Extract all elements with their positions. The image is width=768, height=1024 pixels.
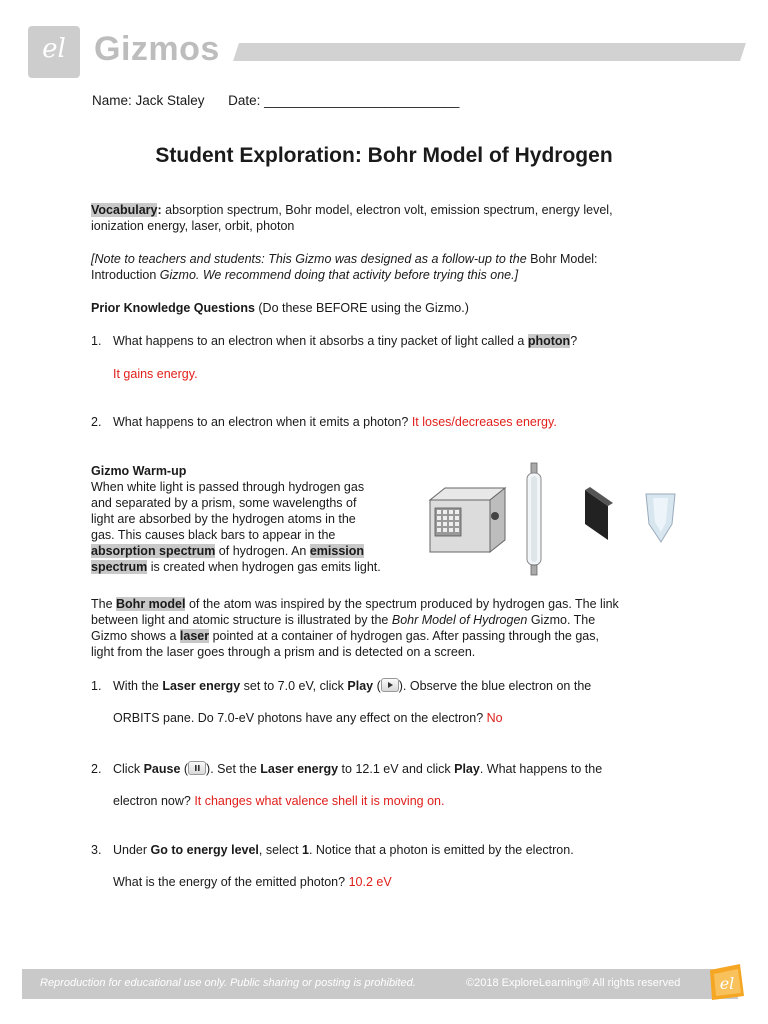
q1-answer: No <box>486 711 503 725</box>
explorelearning-logo <box>28 26 80 78</box>
warmup-line2: and separated by a prism, some wavelengths of <box>91 496 357 510</box>
apparatus-illustration <box>425 458 705 583</box>
gizmos-brand: Gizmos <box>94 30 220 68</box>
logo-glyph: el <box>42 34 66 64</box>
q2-num: 2. <box>91 762 102 776</box>
q2-laser-energy: Laser energy <box>260 762 339 776</box>
q2-c: ( <box>180 762 189 776</box>
vocab-line1: absorption spectrum, Bohr model, electron volt, emission spectrum, energy level, <box>161 203 613 217</box>
pq2-text: What happens to an electron when it emits a photon? <box>113 415 412 429</box>
name-date-line <box>92 93 459 108</box>
q1-f: ). Observe the blue electron on the <box>398 679 592 693</box>
date-blank: __________________________ <box>264 93 460 108</box>
term-absorption-spectrum: absorption spectrum <box>91 544 216 558</box>
warmup-line1: When white light is passed through hydrogen gas <box>91 480 365 494</box>
q3-level-1: 1 <box>301 843 309 857</box>
prism-image <box>585 487 613 540</box>
vocab-line2: ionization energy, laser, orbit, photon <box>91 219 295 233</box>
q3-answer: 10.2 eV <box>348 875 392 889</box>
pause-icon <box>188 761 206 775</box>
q1-laser-energy: Laser energy <box>162 679 241 693</box>
light-box-image <box>430 488 505 552</box>
prior-heading: Prior Knowledge Questions <box>91 301 255 315</box>
note-p1: [Note to teachers and students: This Gizmo was designed as a follow-up to the <box>91 252 531 266</box>
q3-e: . Notice that a photon is emitted by the electron. <box>308 843 574 857</box>
play-icon <box>381 678 399 692</box>
note-p4: Gizmo. We recommend doing that activity before trying this one.] <box>156 268 519 282</box>
bohr-c-italic: Bohr Model of Hydrogen <box>391 613 528 627</box>
q3-num: 3. <box>91 843 102 857</box>
q1-line2-text: ORBITS pane. Do 7.0-eV photons have any effect on the electron? <box>113 711 487 725</box>
q1-e: ( <box>373 679 381 693</box>
q2-play: Play <box>454 762 480 776</box>
bohr-d: Gizmo shows a <box>91 629 180 643</box>
bohr-e: light from the laser goes through a prism and is detected on a screen. <box>91 645 476 659</box>
bohr-c: between light and atomic structure is illustrated by the <box>91 613 392 627</box>
q1-c: set to 7.0 eV, click <box>240 679 348 693</box>
q1-num: 1. <box>91 679 102 693</box>
vocab-label: Vocabulary <box>91 203 158 217</box>
q1-a: With the <box>113 679 163 693</box>
footer-disclaimer: Reproduction for educational use only. Public sharing or posting is prohibited. <box>40 977 416 989</box>
q3-a: Under <box>113 843 151 857</box>
svg-text:el: el <box>719 974 735 993</box>
prior-knowledge-heading <box>91 300 671 316</box>
prior-question-2 <box>91 414 671 430</box>
name-label: Name: <box>92 93 132 108</box>
q3-line2 <box>113 874 693 890</box>
warmup-line3: light are absorbed by the hydrogen atoms in the <box>91 512 356 526</box>
q3-c: , select <box>258 843 302 857</box>
pq1-answer: It gains energy. <box>113 367 198 381</box>
warmup-line6b: is created when hydrogen gas emits light. <box>147 560 381 574</box>
q2-f: to 12.1 eV and click <box>338 762 455 776</box>
teacher-note <box>91 251 671 283</box>
bohr-paragraph <box>91 596 691 660</box>
warmup-paragraph <box>91 463 421 575</box>
question-3 <box>91 842 671 858</box>
prior-question-1 <box>91 333 671 349</box>
q3-line2-text: What is the energy of the emitted photon? <box>113 875 349 889</box>
term-bohr-model: Bohr model <box>116 597 186 611</box>
q3-go-to-energy-level: Go to energy level <box>150 843 259 857</box>
warmup-line5b: of hydrogen. An <box>215 544 310 558</box>
term-emission: emission <box>309 544 365 558</box>
prior-sub: (Do these BEFORE using the Gizmo.) <box>254 301 469 315</box>
gas-tube-image <box>527 463 541 575</box>
question-2 <box>91 761 671 777</box>
footer-copyright: ©2018 ExploreLearning® All rights reserved <box>466 977 681 989</box>
bohr-d2: pointed at a container of hydrogen gas. After passing through the gas, <box>209 629 599 643</box>
bohr-b: of the atom was inspired by the spectrum produced by hydrogen gas. The link <box>185 597 619 611</box>
detector-image <box>646 494 675 542</box>
pq1-num: 1. <box>91 334 102 348</box>
pq2-answer: It loses/decreases energy. <box>411 415 557 429</box>
q2-line2 <box>113 793 693 809</box>
warmup-line4: gas. This causes black bars to appear in the <box>91 528 336 542</box>
note-p2: Bohr Model: <box>530 252 598 266</box>
vocabulary-paragraph <box>91 202 671 234</box>
bohr-a: The <box>91 597 117 611</box>
q1-play: Play <box>347 679 374 693</box>
q2-pause: Pause <box>143 762 181 776</box>
q1-line2 <box>113 710 693 726</box>
q2-d: ). Set the <box>206 762 261 776</box>
term-laser: laser <box>179 629 210 643</box>
q2-line2-text: electron now? <box>113 794 195 808</box>
name-value: Jack Staley <box>135 93 205 108</box>
note-p3: Introduction <box>91 268 157 282</box>
bohr-c2: Gizmo. The <box>527 613 596 627</box>
header-bar <box>233 43 746 61</box>
pq1-end: ? <box>570 334 578 348</box>
q2-answer: It changes what valence shell it is moving on. <box>194 794 445 808</box>
explorelearning-badge-icon <box>704 960 748 1004</box>
term-spectrum: spectrum <box>91 560 148 574</box>
q2-h: . What happens to the <box>479 762 603 776</box>
page-title: Student Exploration: Bohr Model of Hydrogen <box>155 144 613 167</box>
pq2-num: 2. <box>91 415 102 429</box>
q2-a: Click <box>113 762 144 776</box>
date-label: Date: <box>228 93 261 108</box>
vocab-colon: : <box>157 203 162 217</box>
pq1-term: photon <box>527 334 571 348</box>
question-1 <box>91 678 671 694</box>
pq1-text: What happens to an electron when it absorbs a tiny packet of light called a <box>113 334 528 348</box>
warmup-heading: Gizmo Warm-up <box>91 464 187 478</box>
